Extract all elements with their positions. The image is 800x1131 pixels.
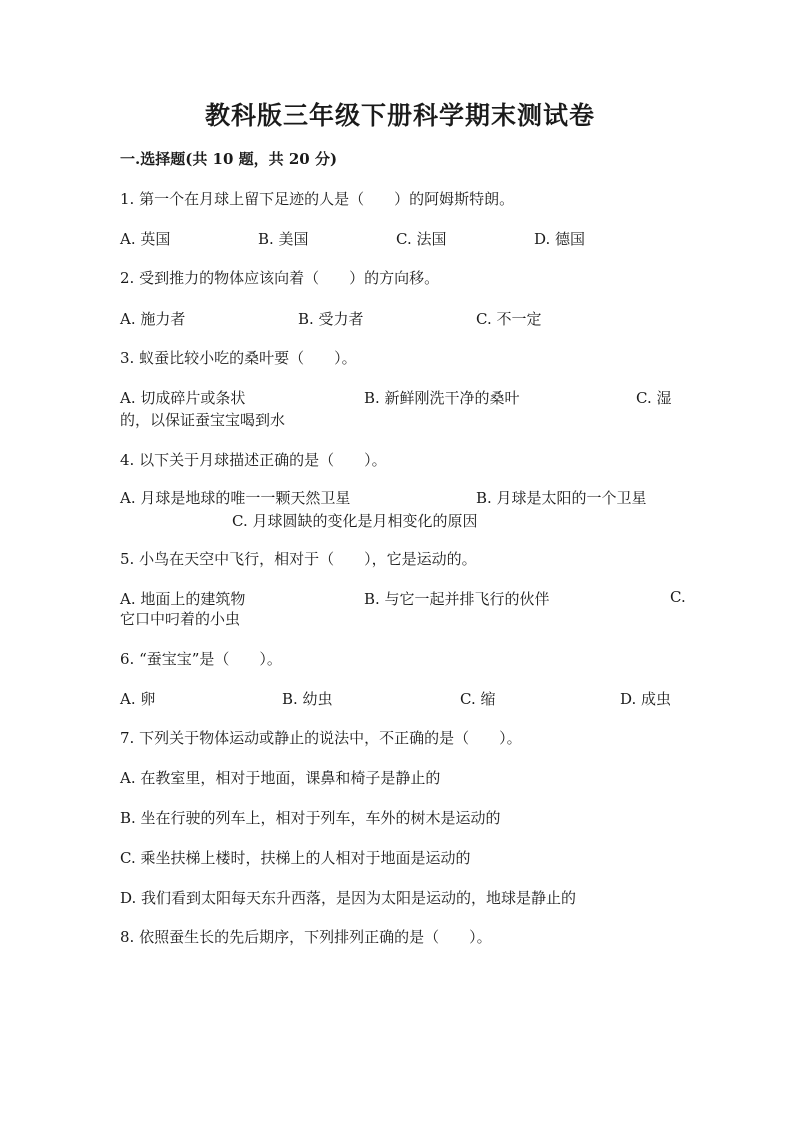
question-1-option-c[interactable]: C. 法国 xyxy=(396,230,447,248)
question-1-option-a[interactable]: A. 英国 xyxy=(120,230,171,248)
question-2-option-b[interactable]: B. 受力者 xyxy=(298,310,364,328)
question-5-option-b[interactable]: B. 与它一起并排飞行的伙伴 xyxy=(364,590,550,608)
question-5-option-a[interactable]: A. 地面上的建筑物 xyxy=(120,590,246,608)
question-4-option-a[interactable]: A. 月球是地球的唯一一颗天然卫星 xyxy=(120,489,351,507)
question-3-option-c[interactable]: C. 湿 xyxy=(636,389,672,407)
question-3-option-a[interactable]: A. 切成碎片或条状 xyxy=(120,389,246,407)
question-4-option-b[interactable]: B. 月球是太阳的一个卫星 xyxy=(476,489,647,507)
question-1-option-d[interactable]: D. 德国 xyxy=(534,230,586,248)
question-1-stem: 1. 第一个在月球上留下足迹的人是（ ）的阿姆斯特朗。 xyxy=(120,190,515,208)
question-6-option-d[interactable]: D. 成虫 xyxy=(620,690,672,708)
question-6-option-b[interactable]: B. 幼虫 xyxy=(282,690,333,708)
question-6-option-a[interactable]: A. 卵 xyxy=(120,690,156,708)
question-4-stem: 4. 以下关于月球描述正确的是（ ）。 xyxy=(120,451,387,469)
question-3-option-b[interactable]: B. 新鲜刚洗干净的桑叶 xyxy=(364,389,520,407)
section-heading: 一.选择题(共 10 题，共 20 分) xyxy=(120,150,338,168)
question-5-option-c-continued: 它口中叼着的小虫 xyxy=(120,610,241,628)
question-3-option-c-continued: 的，以保证蚕宝宝喝到水 xyxy=(120,411,286,429)
question-6-option-c[interactable]: C. 缩 xyxy=(460,690,496,708)
question-8-stem: 8. 依照蚕生长的先后期序，下列排列正确的是（ ）。 xyxy=(120,928,492,946)
question-5-option-c[interactable]: C. xyxy=(670,588,686,606)
page-title: 教科版三年级下册科学期末测试卷 xyxy=(204,101,595,130)
question-4-option-c[interactable]: C. 月球圆缺的变化是月相变化的原因 xyxy=(232,512,478,530)
question-2-stem: 2. 受到推力的物体应该向着（ ）的方向移。 xyxy=(120,269,440,287)
question-1-option-b[interactable]: B. 美国 xyxy=(258,230,309,248)
question-2-option-a[interactable]: A. 施力者 xyxy=(120,310,186,328)
question-3-stem: 3. 蚁蚕比较小吃的桑叶要（ ）。 xyxy=(120,349,357,367)
question-7-stem: 7. 下列关于物体运动或静止的说法中，不正确的是（ ）。 xyxy=(120,729,522,747)
question-7-option-a[interactable]: A. 在教室里，相对于地面，课鼻和椅子是静止的 xyxy=(120,769,441,787)
question-6-stem: 6. “蚕宝宝”是（ ）。 xyxy=(120,650,282,668)
question-2-option-c[interactable]: C. 不一定 xyxy=(476,310,542,328)
question-7-option-c[interactable]: C. 乘坐扶梯上楼时，扶梯上的人相对于地面是运动的 xyxy=(120,849,471,867)
question-5-stem: 5. 小鸟在天空中飞行，相对于（ ），它是运动的。 xyxy=(120,550,477,568)
question-7-option-d[interactable]: D. 我们看到太阳每天东升西落，是因为太阳是运动的，地球是静止的 xyxy=(120,889,577,907)
question-7-option-b[interactable]: B. 坐在行驶的列车上，相对于列车，车外的树木是运动的 xyxy=(120,809,501,827)
